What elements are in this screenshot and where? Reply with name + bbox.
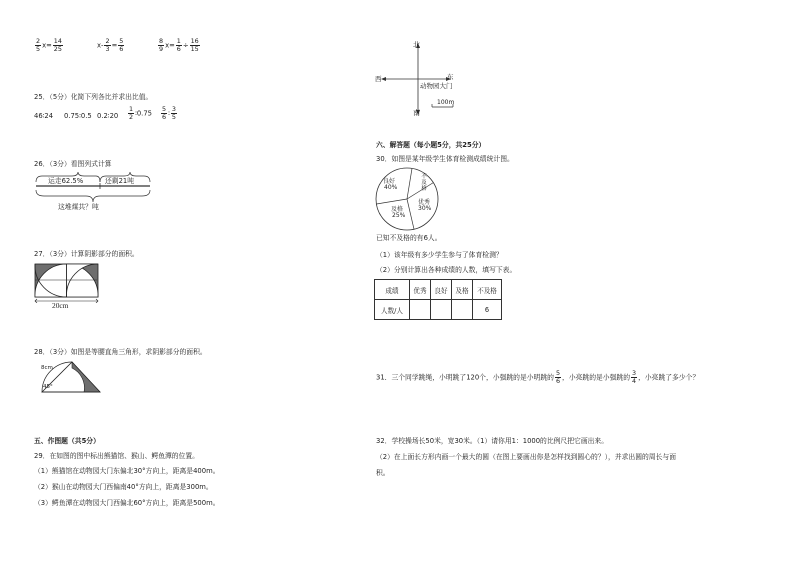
ratio-item: 46∶24 — [34, 112, 54, 120]
table-header: 成绩 — [375, 280, 410, 300]
fraction: $\frac{2}{3}$ — [105, 37, 110, 53]
fraction: $\frac{5}{6}$ — [555, 369, 561, 385]
equation-2: x- $\frac{2}{3}$ = $\frac{5}{6}$ — [97, 37, 124, 53]
table-row-label: 人数/人 — [375, 300, 410, 320]
q25-title: 25．（5分）化简下列各比并求出比值。 — [34, 93, 153, 101]
fraction: $\frac{8}{9}$ — [159, 37, 164, 53]
left-label: 运走62.5% — [48, 177, 84, 185]
equation-1: $\frac{2}{5}$ x= $\frac{14}{25}$ — [36, 37, 62, 53]
gate-label: 动物园大门 — [420, 82, 453, 90]
pie-pass-label: 及格 — [391, 206, 404, 213]
table-cell[interactable] — [410, 300, 431, 320]
q29-item: （2）猴山在动物园大门西偏南40°方向上，距离是300m。 — [34, 483, 213, 491]
scale-label: 100m — [437, 99, 455, 106]
q26-title: 26．（3分）看图列式计算 — [34, 160, 112, 168]
q27-title: 27．（3分）计算阴影部分的面积。 — [34, 250, 139, 258]
compass-north: 北 — [413, 41, 420, 49]
table-header: 良好 — [431, 280, 452, 300]
table-header: 不及格 — [473, 280, 502, 300]
q30-known: 已知不及格的有6人。 — [376, 234, 442, 242]
compass-east: 东 — [447, 73, 454, 81]
q32-line3: 积。 — [376, 469, 390, 477]
fraction: $\frac{1}{6}$ — [176, 37, 181, 53]
q30-text: 30．如图是某年级学生体育检测成绩统计图。 — [376, 155, 514, 163]
bottom-label: 这堆煤共？吨 — [58, 203, 99, 211]
side-label: 8cm — [41, 365, 53, 371]
ratio-item: 0.75∶0.5 — [64, 112, 92, 120]
shaded-figure — [34, 263, 100, 303]
q28-title: 28．（3分）如图是等腰直角三角形，求阴影部分的面积。 — [34, 348, 207, 356]
compass-west: 西 — [375, 75, 382, 83]
q32-line1: 32．学校操场长50米，宽30米。（1）请你用1：1000的比例尺把它画出来。 — [376, 437, 609, 445]
q29-item: （1）熊猫馆在动物园大门东偏北30°方向上，距离是400m。 — [34, 467, 220, 475]
table-cell[interactable] — [431, 300, 452, 320]
q32-line2: （2）在上面长方形内画一个最大的圆（在图上要画出你是怎样找到圆心的？），并求出圆的周长与面 — [376, 453, 676, 461]
table-row — [375, 300, 502, 320]
q30-sub1: （1）该年级有多少学生参与了体育检测？ — [376, 251, 503, 259]
grade-table — [374, 279, 502, 320]
fraction: $\frac{16}{15}$ — [190, 37, 199, 53]
q30-sub2: （2）分别计算出各种成绩的人数，填写下表。 — [376, 266, 517, 274]
table-cell[interactable] — [452, 300, 473, 320]
q29-text: 29．在如图的图中标出熊猫馆、猴山、鳄鱼潭的位置。 — [34, 452, 199, 460]
dimension-label: 20cm — [52, 301, 69, 310]
section5-title: 五、作图题（共5分） — [34, 437, 100, 445]
pie-pass-pct: 25% — [392, 212, 406, 219]
equation-3: $\frac{8}{9}$ x= $\frac{1}{6}$ ÷ $\frac{16}{15}$ — [159, 37, 199, 53]
q31-text: 31．三个同学跳绳，小明跳了120个，小强跳的是小明跳的 $\frac{5}{6}$ ，小亮跳的是小强跳的 $\frac{3}{4}$ ，小亮跳了多少个？ — [376, 369, 700, 385]
fraction: $\frac{14}{25}$ — [53, 37, 62, 53]
fraction: $\frac{5}{6}$ — [119, 37, 124, 53]
ratio-fraction-item: $\frac{1}{2}$ ∶0.75 — [129, 105, 152, 121]
table-header: 优秀 — [410, 280, 431, 300]
fraction: $\frac{2}{5}$ — [36, 37, 41, 53]
right-label: 还剩21吨 — [105, 177, 135, 185]
pie-good-pct: 40% — [384, 184, 398, 191]
q29-item: （3）鳄鱼潭在动物园大门西偏北60°方向上，距离是500m。 — [34, 499, 220, 507]
section6-title: 六、解答题（每小题5分，共25分） — [376, 141, 486, 149]
pie-good-label: 良好 — [383, 178, 396, 185]
pie-fail-label: 不及格 — [421, 174, 427, 192]
angle-label: 45° — [43, 384, 53, 390]
ratio-item: 0.2∶20 — [97, 112, 119, 120]
table-header: 及格 — [452, 280, 473, 300]
ratio-fraction-item: $\frac{5}{6}$ ∶ $\frac{3}{5}$ — [162, 105, 176, 121]
table-row — [375, 280, 502, 300]
pie-excellent-label: 优秀 — [418, 199, 431, 206]
fraction: $\frac{3}{4}$ — [632, 369, 637, 385]
pie-excellent-pct: 30% — [418, 205, 432, 212]
compass-south: 南 — [413, 109, 420, 117]
table-cell[interactable]: 6 — [473, 300, 502, 320]
